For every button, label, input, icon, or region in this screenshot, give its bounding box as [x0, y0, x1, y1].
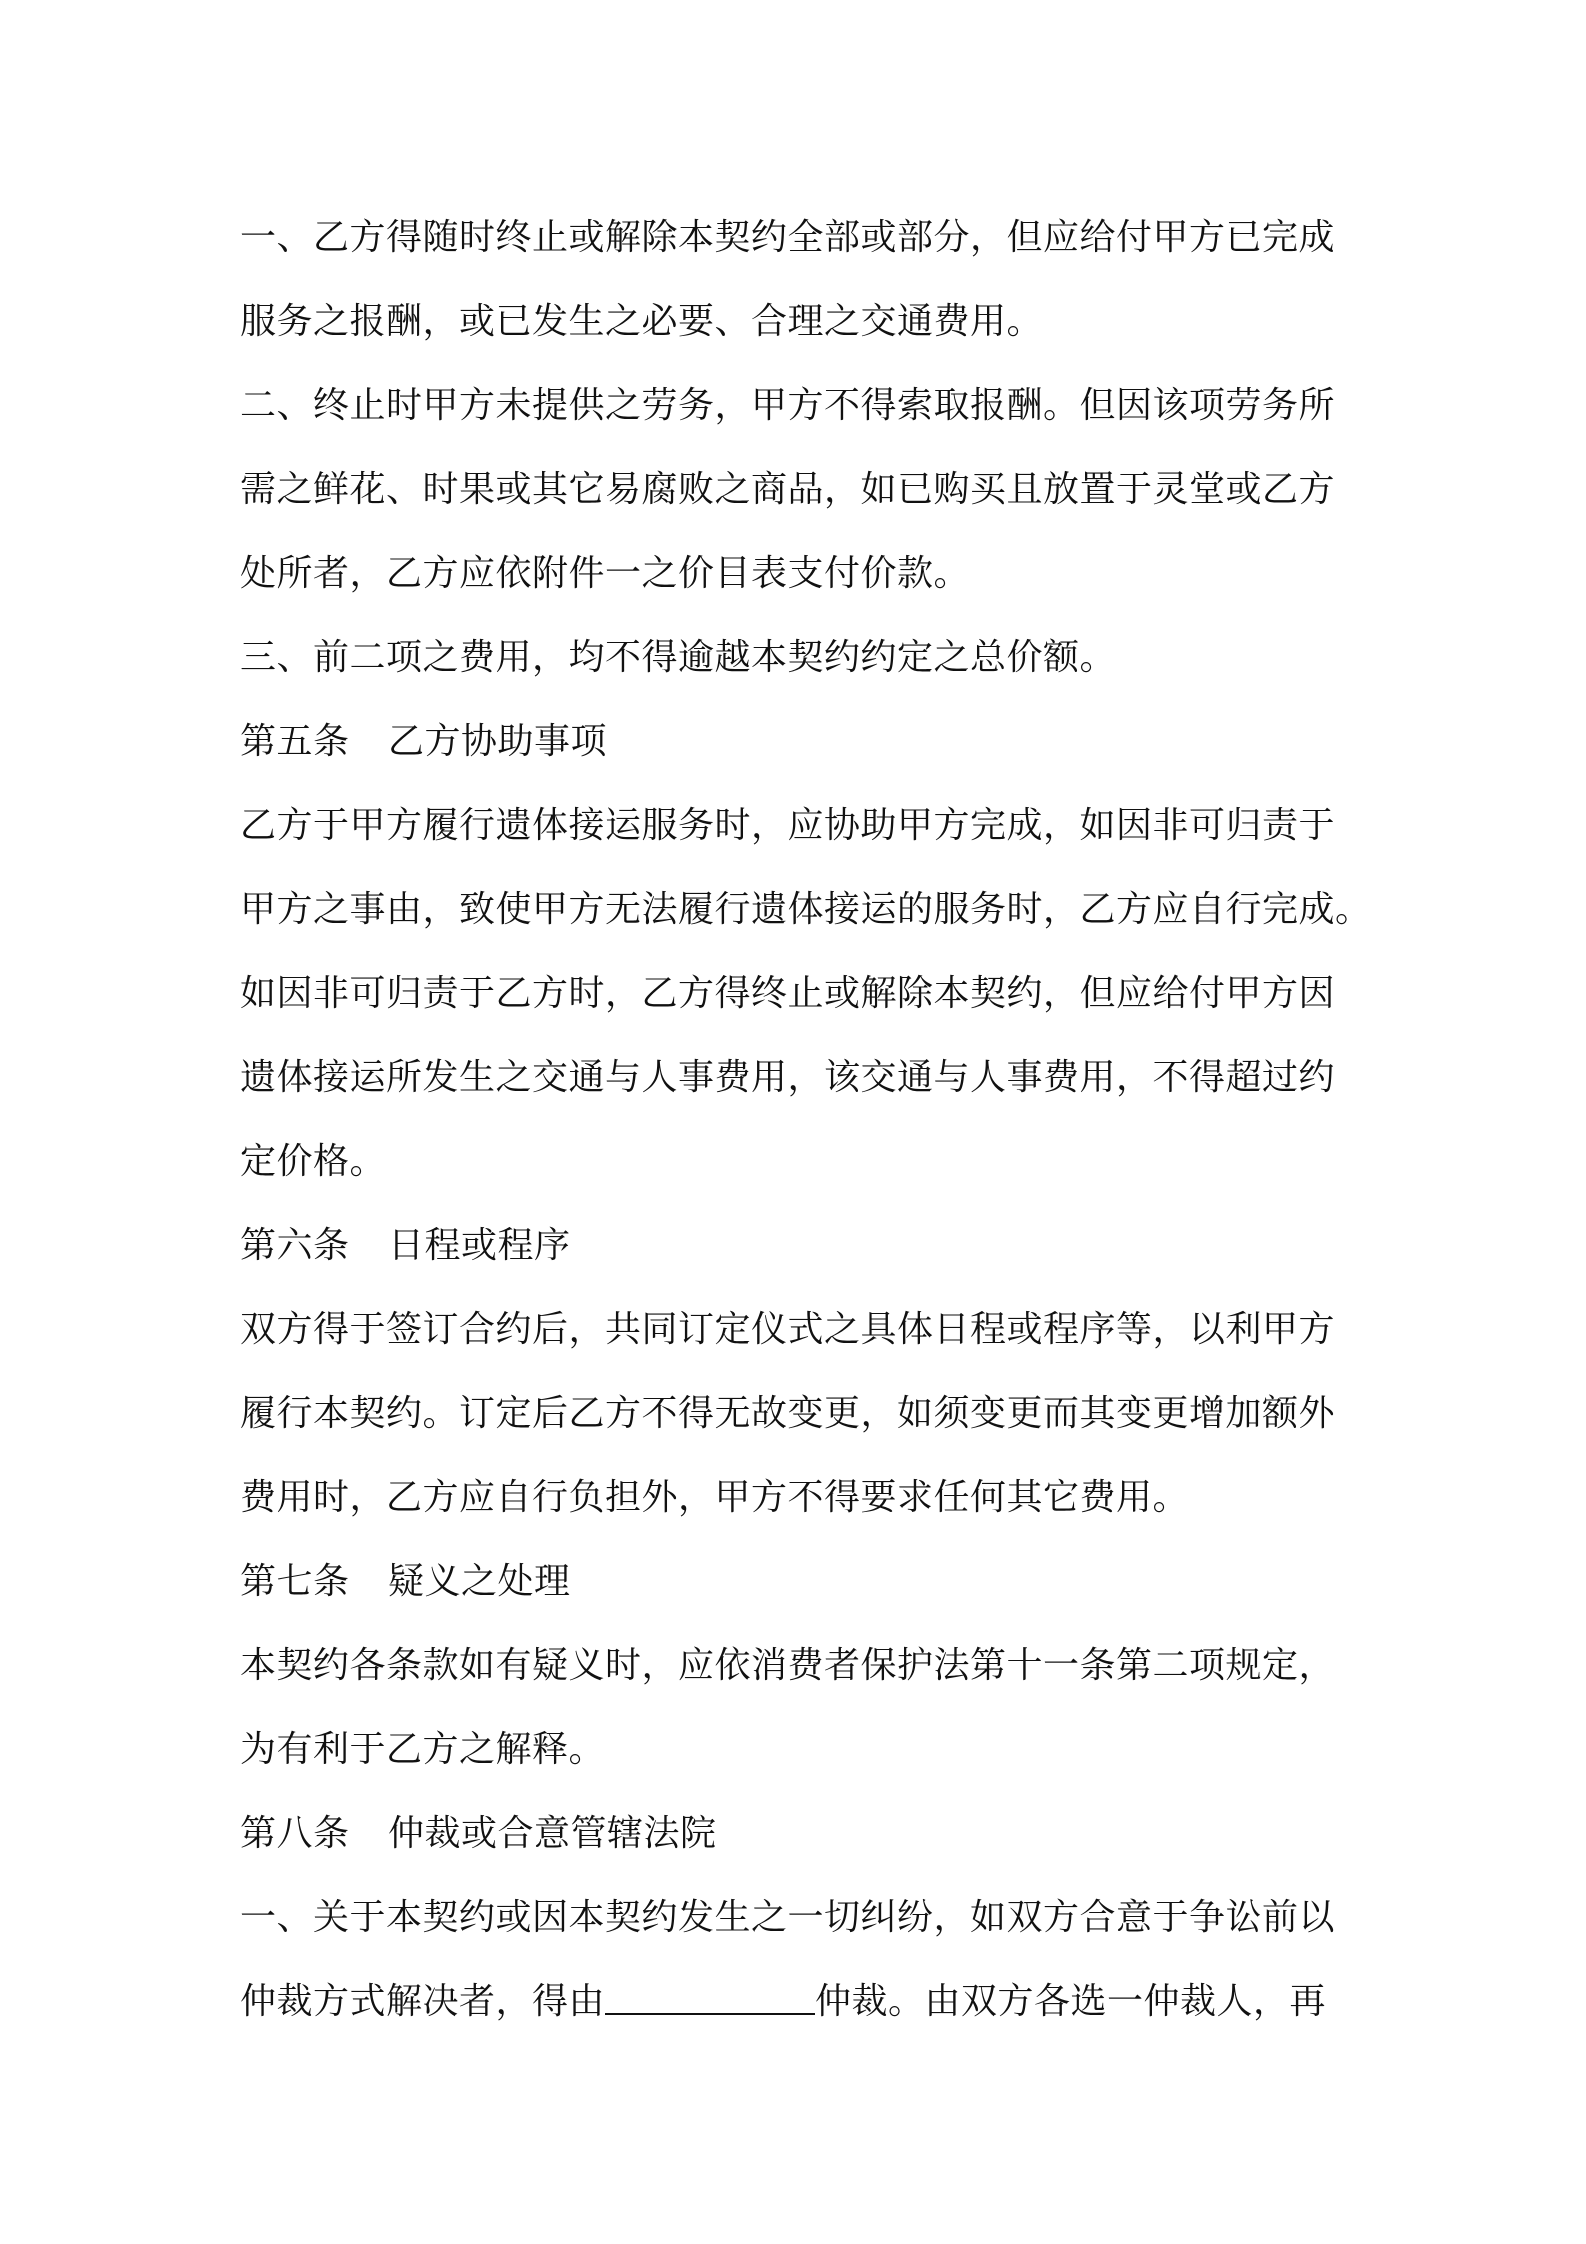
text-line: 二、终止时甲方未提供之劳务，甲方不得索取报酬。但因该项劳务所 [240, 385, 1336, 426]
text-line [240, 1960, 1360, 2044]
article-number: 第八条 [240, 1813, 350, 1854]
article-heading [240, 1540, 1360, 1624]
text-line: 需之鲜花、时果或其它易腐败之商品，如已购买且放置于灵堂或乙方 [240, 469, 1336, 510]
article-title: 疑义之处理 [388, 1561, 571, 1602]
text-line: 三、前二项之费用，均不得逾越本契约约定之总价额。 [240, 637, 1117, 678]
text-line: 一、关于本契约或因本契约发生之一切纠纷，如双方合意于争讼前以 [240, 1897, 1336, 1938]
text-line: 一、乙方得随时终止或解除本契约全部或部分，但应给付甲方已完成 [240, 217, 1336, 258]
article-number: 第五条 [240, 721, 350, 762]
article-heading [240, 1792, 1360, 1876]
article-title: 仲裁或合意管辖法院 [388, 1813, 717, 1854]
article-title: 乙方协助事项 [388, 721, 608, 762]
text-fragment: 仲裁。由双方各选一仲裁人，再 [815, 1981, 1327, 2022]
fill-in-blank[interactable] [605, 1983, 815, 2015]
text-fragment: 仲裁方式解决者，得由 [240, 1981, 606, 2022]
article-heading [240, 1204, 1360, 1288]
text-line: 遗体接运所发生之交通与人事费用，该交通与人事费用，不得超过约 [240, 1057, 1336, 1098]
text-line: 履行本契约。订定后乙方不得无故变更，如须变更而其变更增加额外 [240, 1393, 1336, 1434]
text-line: 乙方于甲方履行遗体接运服务时，应协助甲方完成，如因非可归责于 [240, 805, 1336, 846]
text-line: 双方得于签订合约后，共同订定仪式之具体日程或程序等，以利甲方 [240, 1309, 1336, 1350]
text-line: 为有利于乙方之解释。 [240, 1729, 606, 1770]
article-number: 第六条 [240, 1225, 350, 1266]
article-title: 日程或程序 [388, 1225, 571, 1266]
text-line: 如因非可归责于乙方时，乙方得终止或解除本契约，但应给付甲方因 [240, 973, 1336, 1014]
text-line: 本契约各条款如有疑义时，应依消费者保护法第十一条第二项规定， [240, 1645, 1336, 1686]
text-line: 费用时，乙方应自行负担外，甲方不得要求任何其它费用。 [240, 1477, 1190, 1518]
article-heading [240, 700, 1360, 784]
text-line: 处所者，乙方应依附件一之价目表支付价款。 [240, 553, 971, 594]
text-line: 甲方之事由，致使甲方无法履行遗体接运的服务时，乙方应自行完成。 [240, 889, 1372, 930]
text-line: 服务之报酬，或已发生之必要、合理之交通费用。 [240, 301, 1044, 342]
article-number: 第七条 [240, 1561, 350, 1602]
document-body [240, 196, 1372, 2044]
text-line: 定价格。 [240, 1141, 387, 1182]
